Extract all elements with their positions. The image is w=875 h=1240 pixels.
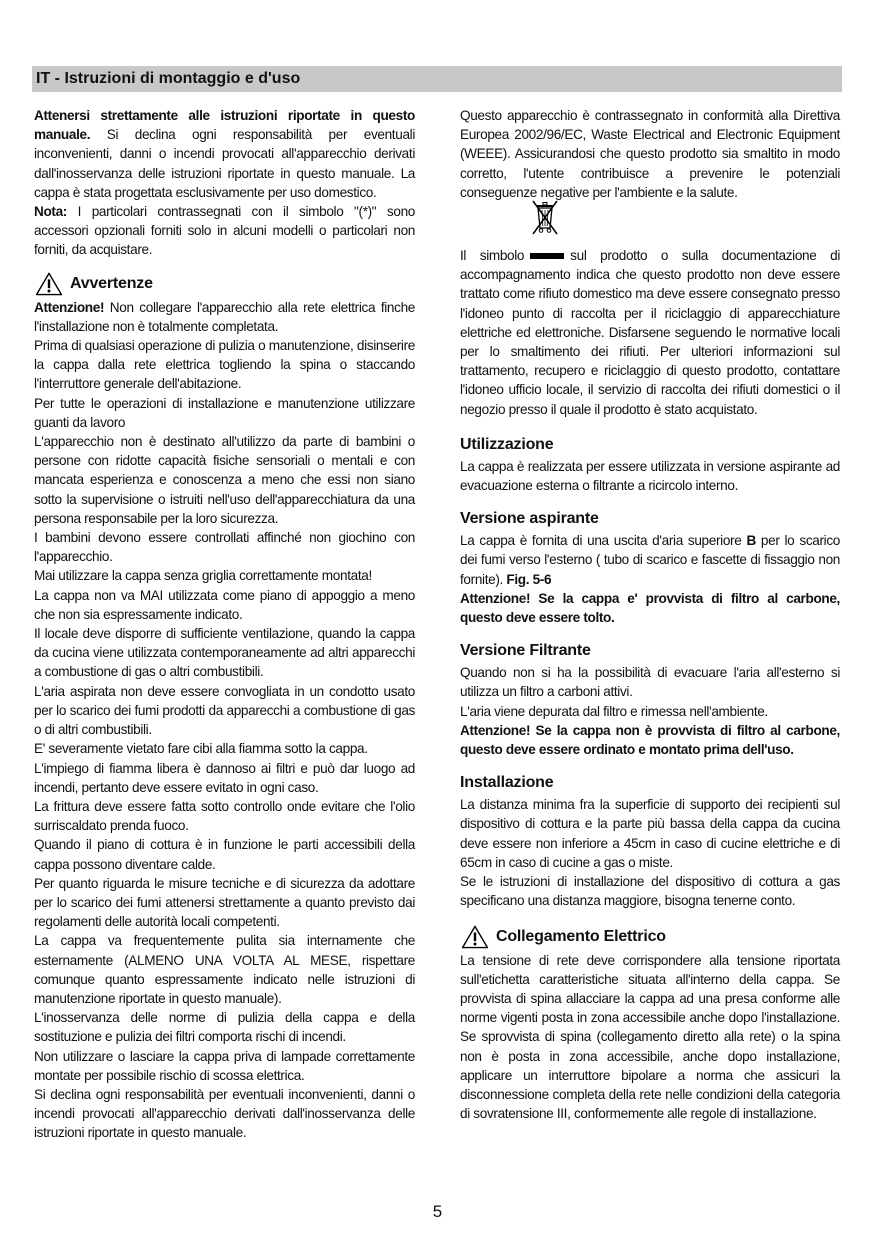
collegamento-text: La tensione di rete deve corrispondere alla tensione riportata sull'etichetta caratteristiche situata all'interno della cappa. Se provvista di spina allacciare la cappa ad una presa conforme alle norme vigenti posta in zona accessibile anche dopo l'installazione. Se sprovvista di spina (collegamento diretto alla rete) o la spina non è posta in zona accessibile, anche dopo installazione, applicare un interruttore bipolare a norma che assicuri la disconnessione completa della rete nelle condizioni della categoria di sovratensione III, conformemente alle regole di installazione. [460,952,840,1122]
installazione-heading [460,773,840,793]
filtrante-paragraph-2: L'aria viene depurata dal filtro e rimessa nell'ambiente. [460,703,768,719]
attenzione-paragraph [34,298,415,336]
collegamento-title: Collegamento Elettrico [496,927,666,945]
aspirante-b-label: B [746,533,756,549]
section-title: IT - Istruzioni di montaggio e d'uso [36,70,301,87]
filtrante-paragraph-1: Quando non si ha la possibilità di evacuare l'aria all'esterno si utilizza un filtro a carboni attivi. [460,665,840,700]
warning-paragraph: Il locale deve disporre di sufficiente ventilazione, quando la cappa da cucina viene utilizzata contemporaneamente ad altri apparecchi a combustione di gas o altri combustibili. [34,626,415,680]
avvertenze-heading [34,272,415,296]
filtrante-warning [460,721,840,759]
aspirante-paragraph [460,531,840,589]
installazione-paragraph-1: La distanza minima fra la superficie di supporto dei recipienti sul dispositivo di cottura e la parte più bassa della cappa da cucina deve essere non inferiore a 45cm in caso di cucine elettriche e di 65cm in caso di cucine a gas o miste. [460,797,840,870]
section-header [32,66,842,92]
utilizzazione-title: Utilizzazione [460,435,554,453]
warning-paragraph: L'aria aspirata non deve essere convogliata in un condotto usato per lo scarico dei fumi prodotti da apparecchi a combustione di gas o di altri combustibili. [34,683,415,738]
simbolo-prefix: Il simbolo [460,248,525,264]
aspirante-text-a: La cappa è fornita di una uscita d'aria superiore [460,533,747,549]
filtrante-warning-text: Attenzione! Se la cappa non è provvista di filtro al carbone, questo deve essere ordinato e montato prima dell'uso. [460,722,840,758]
nota-paragraph [34,202,415,260]
aspirante-warning-text: Attenzione! Se la cappa e' provvista di filtro al carbone, questo deve essere tolto. [460,590,840,626]
aspirante-fig-ref: Fig. 5-6 [506,571,552,587]
warning-paragraph: L'inosservanza delle norme di pulizia della cappa e della sostituzione e pulizia dei filtri comporta rischi di incendi. [34,1010,415,1045]
nota-label: Nota: [34,204,67,220]
simbolo-text: sul prodotto o sulla documentazione di accompagnamento indica che questo prodotto non deve essere trattato come rifiuto domestico ma deve essere consegnato presso l'idoneo punto di raccolta per il riciclaggio di apparecchiature elettriche ed elettroniche. Disfarsene seguendo le normative locali per lo smaltimento dei rifiuti. Per ulteriori informazioni sul trattamento, recupero e riciclaggio di questo prodotto, contattare l'idoneo ufficio locale, il servizio di raccolta dei rifiuti domestici o il negozio presso il quale il prodotto è stato acquistato. [460,248,840,417]
warning-paragraph: La cappa non va MAI utilizzata come piano di appoggio a meno che non sia espressamente indicato. [34,587,415,622]
weee-intro: Questo apparecchio è contrassegnato in conformità alla Direttiva Europea 2002/96/EC, Waste Electrical and Electronic Equipment (WEEE). Assicurandosi che questo prodotto sia smaltito in modo corretto, l'utente contribuisce a prevenire le potenziali conseguenze negative per l'ambiente e la salute. [460,108,840,200]
warning-paragraph: Non utilizzare o lasciare la cappa priva di lampade correttamente montate per possibile rischio di scossa elettrica. [34,1048,415,1083]
warning-paragraph: Si declina ogni responsabilità per eventuali inconvenienti, danni o incendi provocati all'apparecchio derivati dall'inosservanza delle istruzioni riportate in questo manuale. [34,1086,415,1141]
intro-text: Si declina ogni responsabilità per eventuali inconvenienti, danni o incendi provocati all'apparecchio derivati dall'inosservanza delle istruzioni riportate in questo manuale. La cappa è stata progettata esclusivamente per uso domestico. [34,127,415,200]
warning-paragraph: Per tutte le operazioni di installazione e manutenzione utilizzare guanti da lavoro [34,395,415,430]
black-bar-icon [530,253,564,259]
warning-paragraph: Prima di qualsiasi operazione di pulizia o manutenzione, disinserire la cappa dalla rete elettrica togliendo la spina o staccando l'interruttore generale dell'abitazione. [34,338,415,392]
page-number: 5 [432,1202,443,1221]
avvertenze-title: Avvertenze [70,274,153,292]
installazione-title: Installazione [460,774,554,792]
attenzione-text: Non collegare l'apparecchio alla rete elettrica finche l'installazione non è totalmente completata. [34,299,415,334]
aspirante-warning [460,589,840,627]
right-column [460,106,840,1123]
warning-paragraph: I bambini devono essere controllati affinché non giochino con l'apparecchio. [34,530,415,565]
warning-triangle-icon [34,272,64,296]
aspirante-text-b: per lo scarico dei fumi verso l'esterno ( tubo di scarico e fascette di fissaggio non fornite). [460,533,840,587]
warning-paragraph: L'apparecchio non è destinato all'utilizzo da parte di bambini o persone con ridotte capacità fisiche sensoriali o mentali e con mancata esperienza e conoscenza a meno che essi non siano sotto la supervisione o istruiti nell'uso dell'apparecchiatura da una persona responsabile per la loro sicurezza. [34,434,415,526]
warning-paragraph: Quando il piano di cottura è in funzione le parti accessibili della cappa possono diventare calde. [34,837,415,872]
simbolo-paragraph [460,246,840,419]
warning-triangle-icon [460,925,490,949]
intro-bold: Attenersi strettamente alle istruzioni riportate in questo manuale. [34,108,415,143]
aspirante-heading [460,509,840,529]
weee-symbol-area [460,202,840,246]
filtrante-heading [460,641,840,661]
collegamento-heading [460,925,840,949]
warning-paragraph: Per quanto riguarda le misure tecniche e di sicurezza da adottare per lo scarico dei fumi attenersi strettamente a quanto previsto dai regolamenti delle autorità locali competenti. [34,875,415,930]
warning-paragraph: E' severamente vietato fare cibi alla fiamma sotto la cappa. [34,741,368,757]
nota-text: I particolari contrassegnati con il simbolo "(*)" sono accessori opzionali forniti solo in alcuni modelli o particolari non forniti, da acquistare. [34,204,415,258]
utilizzazione-text: La cappa è realizzata per essere utilizzata in versione aspirante ad evacuazione esterna o filtrante a ricircolo interno. [460,458,840,494]
warning-paragraph: La cappa va frequentemente pulita sia internamente che esternamente (ALMENO UNA VOLTA AL MESE, rispettare comunque quanto espressamente indicato nelle istruzioni di manutenzione riportate in questo manuale). [34,933,415,1006]
aspirante-title: Versione aspirante [460,510,599,528]
installazione-paragraph-2: Se le istruzioni di installazione del dispositivo di cottura a gas specificano una distanza maggiore, bisogna tenerne conto. [460,874,840,909]
crossed-bin-icon [528,198,562,238]
filtrante-title: Versione Filtrante [460,642,591,660]
left-column [34,106,415,1143]
intro-paragraph [34,106,415,202]
utilizzazione-heading [460,435,840,455]
warning-paragraph: Mai utilizzare la cappa senza griglia correttamente montata! [34,568,372,584]
attenzione-label: Attenzione! [34,299,105,315]
warning-paragraph: La frittura deve essere fatta sotto controllo onde evitare che l'olio surriscaldato prenda fuoco. [34,798,415,834]
warning-paragraph: L'impiego di fiamma libera è dannoso ai filtri e può dar luogo ad incendi, pertanto deve essere evitato in ogni caso. [34,760,415,795]
